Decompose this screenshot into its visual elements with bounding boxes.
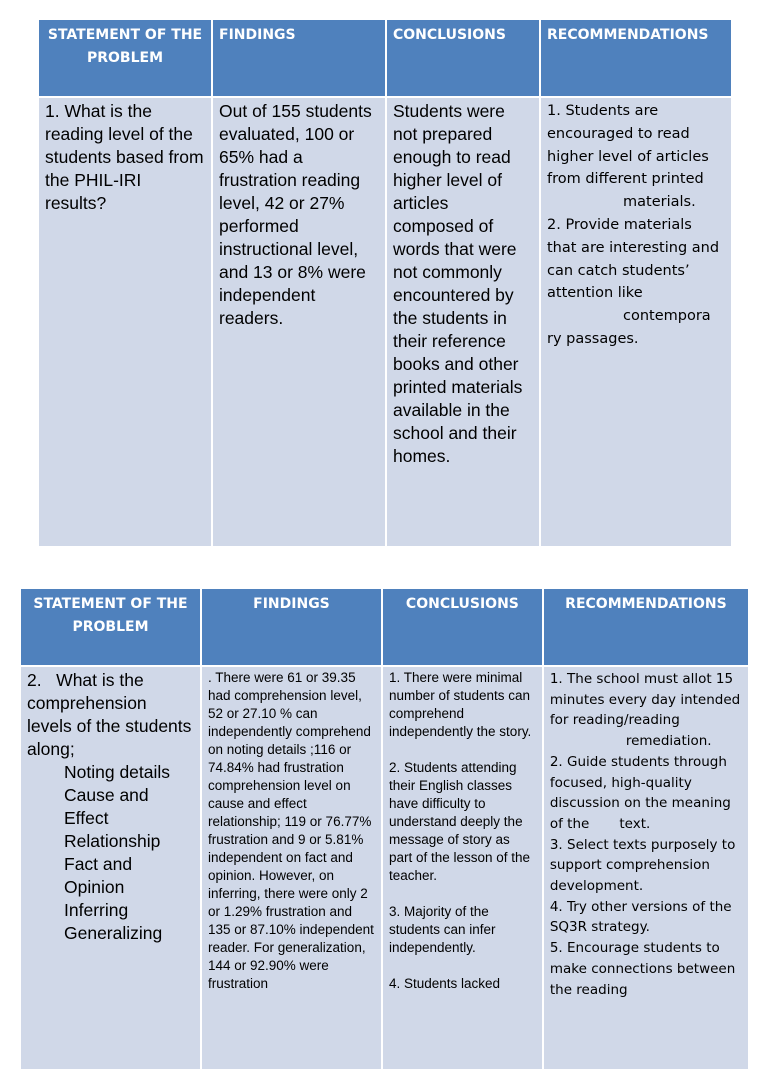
list-item: Noting details	[64, 762, 171, 782]
conclusions-cell	[383, 667, 542, 1069]
recommendation-1-text: 1. Students are encouraged to read higher level of articles from different printed	[547, 103, 709, 188]
aspect-list	[27, 761, 194, 945]
recommendation-1-tail: materials.	[623, 194, 696, 211]
recommendation-5-text: 5. Encourage students to make connections between the reading	[549, 940, 736, 998]
conclusion-3-text: 3. Majority of the students can infer independently.	[388, 904, 496, 955]
findings-cell	[213, 98, 385, 546]
statement-cell	[39, 98, 211, 546]
conclusion-4-text: 4. Students lacked	[388, 976, 501, 991]
conclusion-1-text: 1. There were minimal number of students can comprehend independently the story.	[388, 670, 532, 739]
summary-table-1	[37, 18, 733, 548]
recommendation-2-tail: ry passages.	[547, 330, 639, 347]
statement-cell	[21, 667, 200, 1069]
list-item: Fact and Opinion	[64, 854, 133, 897]
recommendation-1-text: 1. The school must allot 15 minutes every day intended for reading/reading	[549, 671, 741, 729]
header-conclusions: CONCLUSIONS	[387, 20, 539, 96]
findings-text: . There were 61 or 39.35 had comprehension level, 52 or 27.10 % can independently comprehend on noting details ;116 or 74.84% had frustration comprehension level on cause and effect relationship; 119 or 76.77% frustration and 9 or 5.81% independent on fact and opinion. However, on inferring, there were only 2 or 1.29% frustration and 135 or 87.10% independent reader. For generalization, 144 or 92.90% were frustration	[207, 670, 374, 991]
conclusions-cell	[387, 98, 539, 546]
header-conclusions: CONCLUSIONS	[383, 589, 542, 665]
findings-cell	[202, 667, 381, 1069]
table-row	[21, 667, 748, 1069]
conclusion-2-text: 2. Students attending their English classes have difficulty to understand deeply the message of story as part of the lesson of the teacher.	[388, 760, 531, 883]
header-findings: FINDINGS	[202, 589, 381, 665]
table-row	[39, 98, 731, 546]
list-item: Cause and Effect Relationship	[64, 785, 161, 851]
conclusions-text: Students were not prepared enough to read higher level of articles composed of words that were not commonly encountered by the students in their reference books and other printed materials available in the school and their homes.	[393, 101, 523, 466]
recommendations-cell	[541, 98, 731, 546]
recommendations-cell	[544, 667, 748, 1069]
statement-text: 2. What is the comprehension levels of the students along;	[27, 670, 197, 759]
list-item: Generalizing	[64, 923, 163, 943]
header-recommendations: RECOMMENDATIONS	[541, 20, 731, 96]
header-statement: STATEMENT OF THE PROBLEM	[39, 20, 211, 96]
findings-text: Out of 155 students evaluated, 100 or 65% had a frustration reading level, 42 or 27% performed instructional level, and 13 or 8% were independent readers.	[219, 101, 372, 328]
statement-text: 1. What is the reading level of the students based from the PHIL-IRI results?	[45, 101, 204, 213]
header-statement: STATEMENT OF THE PROBLEM	[21, 589, 200, 665]
header-recommendations: RECOMMENDATIONS	[544, 589, 748, 665]
table-header-row	[21, 589, 748, 665]
recommendation-3-text: 3. Select texts purposely to support comprehension development.	[549, 836, 736, 895]
summary-table-2	[19, 587, 750, 1071]
table-header-row	[39, 20, 731, 96]
header-findings: FINDINGS	[213, 20, 385, 96]
recommendation-2-text: 2. Guide students through focused, high-quality discussion on the meaning of the text.	[549, 753, 736, 832]
recommendation-2-word: contempora	[623, 308, 711, 325]
recommendation-2-text: 2. Provide materials that are interesting and can catch students’ attention like	[547, 216, 720, 302]
recommendation-1-tail: remediation.	[625, 733, 712, 750]
recommendation-4-text: 4. Try other versions of the SQ3R strategy.	[549, 898, 732, 936]
list-item: Inferring	[64, 900, 129, 920]
